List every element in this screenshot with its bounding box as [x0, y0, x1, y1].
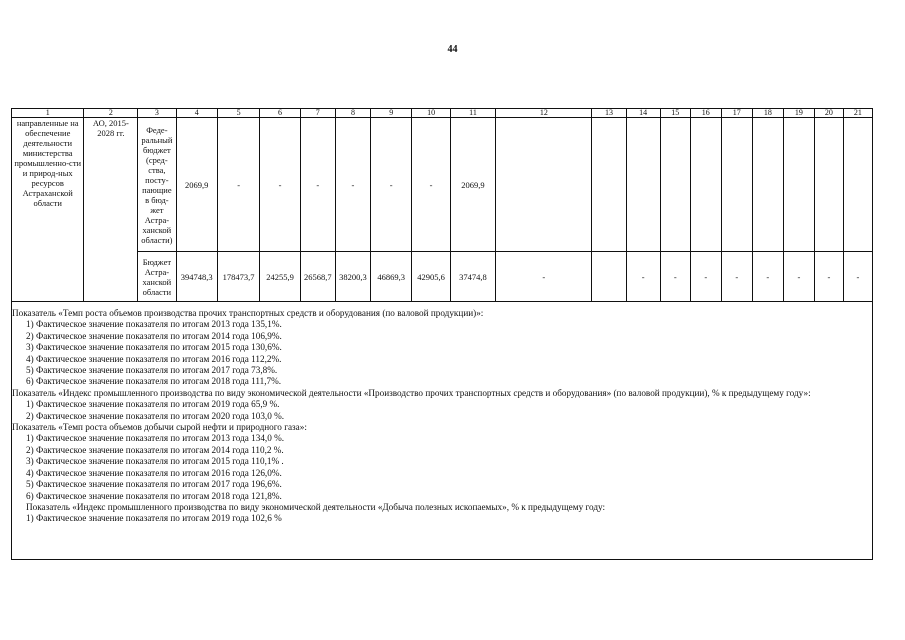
column-number: 20: [814, 109, 843, 118]
column-number: 12: [496, 109, 592, 118]
value-cell: 42905,6: [412, 252, 450, 302]
note-line: 1) Фактическое значение показателя по итогам 2019 года 102,6 %: [26, 513, 282, 524]
page-number: 44: [447, 44, 458, 55]
value-cell: -: [660, 252, 690, 302]
value-cell: 178473,7: [217, 252, 259, 302]
value-cell: -: [814, 252, 843, 302]
table-row: [12, 118, 873, 252]
note-line: 1) Фактическое значение показателя по итогам 2013 года 135,1%.: [26, 319, 282, 330]
value-cell: -: [721, 252, 752, 302]
note-line: 4) Фактическое значение показателя по итогам 2016 года 126,0%.: [26, 467, 282, 478]
value-cell: [592, 118, 626, 252]
note-line: Показатель «Индекс промышленного производства по виду экономической деятельности «Добыча полезных ископаемых», % к предыдущему году:: [26, 501, 606, 512]
value-cell: -: [783, 252, 814, 302]
value-cell: [626, 118, 660, 252]
indicator-title: Показатель «Индекс промышленного производства по виду экономической деятельности «Производство прочих транспортных средств и оборудования» (по валовой продукции), % к предыдущему году»:: [12, 387, 811, 398]
column-number: 7: [300, 109, 335, 118]
direction-cell: направленные на обеспечение деятельности министерства промышленно-сти и природ-ных ресурсов Астраханской области: [12, 118, 84, 302]
value-cell: -: [752, 252, 783, 302]
note-line: 6) Фактическое значение показателя по итогам 2018 года 111,7%.: [26, 376, 282, 387]
column-number: 1: [12, 109, 84, 118]
value-cell: 394748,3: [176, 252, 217, 302]
value-cell: 38200,3: [335, 252, 370, 302]
value-cell: 2069,9: [176, 118, 217, 252]
column-number: 2: [84, 109, 138, 118]
column-number: 3: [138, 109, 176, 118]
value-cell: -: [626, 252, 660, 302]
note-line: 4) Фактическое значение показателя по итогам 2016 года 112,2%.: [26, 353, 282, 364]
column-number: 21: [843, 109, 872, 118]
period-cell: АО, 2015-2028 гг.: [84, 118, 138, 302]
value-cell: -: [843, 252, 872, 302]
value-cell: [690, 118, 721, 252]
value-cell: [721, 118, 752, 252]
value-cell: 2069,9: [450, 118, 496, 252]
note-line: 1) Фактическое значение показателя по итогам 2019 года 65,9 %.: [26, 399, 280, 410]
value-cell: 24255,9: [260, 252, 300, 302]
column-number: 10: [412, 109, 450, 118]
column-number: 6: [260, 109, 300, 118]
note-line: 5) Фактическое значение показателя по итогам 2017 года 73,8%.: [26, 365, 278, 376]
value-cell: -: [496, 252, 592, 302]
column-number: 18: [752, 109, 783, 118]
value-cell: [496, 118, 592, 252]
value-cell: [660, 118, 690, 252]
column-number: 5: [217, 109, 259, 118]
value-cell: [783, 118, 814, 252]
value-cell: -: [690, 252, 721, 302]
column-number: 11: [450, 109, 496, 118]
column-number: 17: [721, 109, 752, 118]
budget-table: [11, 108, 873, 302]
value-cell: 26568,7: [300, 252, 335, 302]
value-cell: [843, 118, 872, 252]
funding-source-cell: Бюджет Астра-ханской области: [138, 252, 176, 302]
indicator-title: Показатель «Темп роста объемов производства прочих транспортных средств и оборудования (по валовой продукции)»:: [12, 308, 484, 318]
indicator-notes: [12, 308, 870, 525]
table-row: [12, 252, 873, 302]
value-cell: -: [335, 118, 370, 252]
value-cell: 37474,8: [450, 252, 496, 302]
value-cell: [814, 118, 843, 252]
column-number-row: [12, 109, 873, 118]
note-line: 1) Фактическое значение показателя по итогам 2013 года 134,0 %.: [26, 433, 285, 444]
value-cell: [592, 252, 626, 302]
column-number: 4: [176, 109, 217, 118]
note-line: 3) Фактическое значение показателя по итогам 2015 года 110,1% .: [26, 456, 284, 467]
column-number: 19: [783, 109, 814, 118]
note-line: 2) Фактическое значение показателя по итогам 2014 года 106,9%.: [26, 330, 282, 341]
note-line: 6) Фактическое значение показателя по итогам 2018 года 121,8%.: [26, 490, 282, 501]
indicator-title: Показатель «Темп роста объемов добычи сырой нефти и природного газа»:: [12, 422, 307, 433]
funding-source-cell: Феде-ральный бюджет (сред-ства, посту-пающие в бюд-жет Астра-ханской области): [138, 118, 176, 252]
column-number: 8: [335, 109, 370, 118]
value-cell: [752, 118, 783, 252]
note-line: 3) Фактическое значение показателя по итогам 2015 года 130,6%.: [26, 342, 282, 353]
note-line: 2) Фактическое значение показателя по итогам 2014 года 110,2 %.: [26, 444, 284, 455]
column-number: 14: [626, 109, 660, 118]
note-line: 5) Фактическое значение показателя по итогам 2017 года 196,6%.: [26, 479, 282, 490]
value-cell: -: [412, 118, 450, 252]
value-cell: -: [371, 118, 412, 252]
column-number: 16: [690, 109, 721, 118]
value-cell: 46869,3: [371, 252, 412, 302]
column-number: 15: [660, 109, 690, 118]
value-cell: -: [300, 118, 335, 252]
note-line: 2) Фактическое значение показателя по итогам 2020 года 103,0 %.: [26, 410, 285, 421]
column-number: 9: [371, 109, 412, 118]
column-number: 13: [592, 109, 626, 118]
value-cell: -: [217, 118, 259, 252]
value-cell: -: [260, 118, 300, 252]
